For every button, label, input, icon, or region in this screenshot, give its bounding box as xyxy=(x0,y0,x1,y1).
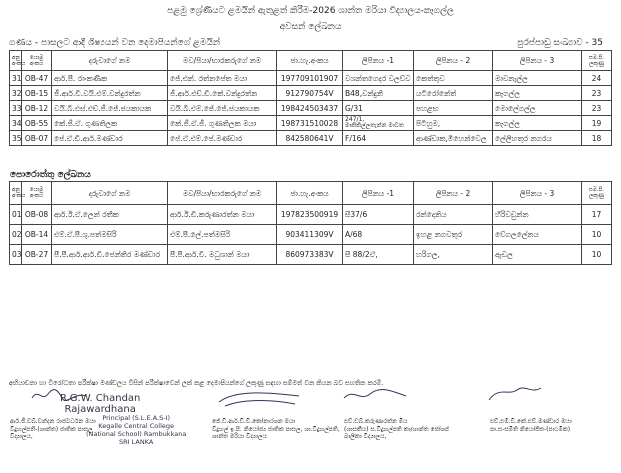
stamp-title: Principal (S.L.E.A.S-I) xyxy=(102,414,170,422)
cell-ref: OB-07 xyxy=(22,131,52,146)
signatory-name: ආර්.ජී.ඩබ්.චන්දන රාජවර්ධන මයා xyxy=(10,418,96,425)
cell-no: 31 xyxy=(10,71,22,86)
page-title: පළමු ශ්‍රේණියට ළමයින් ඇතුළත් කිරීම-2026 ශාන්ත මරියා විද්‍යාලය-කෑගල්ල xyxy=(167,6,454,16)
cell-score: 17 xyxy=(582,205,612,225)
cell-parent: පී.පී.ආර්.වී. මධුශාන් මයා xyxy=(168,245,277,265)
cell-ref: OB-14 xyxy=(22,225,52,245)
cell-ref: OB-55 xyxy=(22,116,52,131)
signature-4 xyxy=(485,384,545,404)
table-row xyxy=(10,116,612,131)
cell-ref: OB-15 xyxy=(22,86,52,101)
signatory-title: (ශාසකීය) ස.විදුහල්පති කා/ශාන්ත ජෝශප් xyxy=(344,425,449,433)
stamp-name-2: Rajawardhana xyxy=(64,404,136,415)
cell-nic: 912790754V xyxy=(277,86,343,101)
signatory-title: විදුහල් ඉ.පි. නියෝජ්‍ය ජාතික පාසල, ශා.විදුහල්පති, xyxy=(212,425,340,433)
signatory-title: විදුහල්පති-(ශාන්ත) ජාතික පාසල xyxy=(10,425,93,433)
cell-score: 19 xyxy=(582,116,612,131)
cell-score: 23 xyxy=(582,101,612,116)
table-row xyxy=(10,131,612,146)
table-header-row xyxy=(10,182,612,205)
waiting-list-table xyxy=(9,181,612,265)
category-label: ගණය - පාසලට ආදී ශිෂ්‍යයන් වන දෙමාපියන්ගේ ළමයින් xyxy=(9,38,221,48)
cell-a1: A/68 xyxy=(343,225,414,245)
cell-a2: හරිගල, xyxy=(414,245,493,265)
col-header: මව/පියා/භාරකරුගේ නම xyxy=(168,182,277,205)
cell-a3: හිරිවඩුන්න xyxy=(493,205,582,225)
signature-3 xyxy=(340,384,410,404)
col-header: ලිපිනය -1 xyxy=(343,51,414,71)
cell-a2: කෙත්තුව xyxy=(414,71,493,86)
signatory-school: විද්‍යාලය, xyxy=(10,433,33,440)
col-header: දරුවාගේ නම xyxy=(52,51,168,71)
final-list-table xyxy=(9,50,612,146)
cell-parent: ජේ.එන්. රත්නපේත මයා xyxy=(168,71,277,86)
cell-a1: 247/1, මාකිකිල්ලතැන්න මාවත xyxy=(343,116,414,131)
col-header: ලිපිනය - 3 xyxy=(493,51,582,71)
cell-nic: 860973383V xyxy=(277,245,343,265)
cell-a3: මොලේගල්ල xyxy=(493,101,582,116)
page-subtitle: අවසන් ලේඛනය xyxy=(279,22,342,32)
cell-nic: 903411309V xyxy=(277,225,343,245)
cell-parent: එම්.පී.ලේ.පත්මසිරි xyxy=(168,225,277,245)
cell-a2: රන්දෙනිය xyxy=(414,205,493,225)
cell-a2: යටිරෝනේත් xyxy=(414,86,493,101)
cell-nic: 197709101907 xyxy=(277,71,343,86)
certification-note: අභියාචනා හා විරෝධතා පරීක්ෂා මණ්ඩලය විසින් පරීක්ෂාවෙන් ලක් කළ දෙමාපියන්ගේ ලකුණු සඳහා සම්මත් වන කියන බව සහතික කරමි. xyxy=(9,379,384,387)
cell-a3: කෑගල්ල xyxy=(493,116,582,131)
signatory-school: බාලිකා විද්‍යාලය, xyxy=(344,433,387,440)
cell-nic: 198731510028 xyxy=(277,116,343,131)
col-header: යොමු අංකය xyxy=(22,51,52,71)
table-row xyxy=(10,71,612,86)
cell-no: 33 xyxy=(10,101,22,116)
signature-block-1 xyxy=(10,418,120,441)
stamp-school-2: (National School) Rambukkana xyxy=(86,430,187,438)
col-header: සම.පි. ලකුණු xyxy=(582,51,612,71)
signature-2 xyxy=(215,388,305,410)
cell-child: ආර්.ඊ.ඒ.ලෙන් රතීක xyxy=(52,205,168,225)
signature-block-3 xyxy=(344,418,484,441)
col-header: ජා.හැ.අංකය xyxy=(277,51,343,71)
cell-a3: කෑගල්ල xyxy=(493,86,582,101)
cell-a2: ඉහළ නගවතුර xyxy=(414,225,493,245)
cell-no: 01 xyxy=(10,205,22,225)
cell-a1: සී 88/2ඒ, xyxy=(343,245,414,265)
cell-no: 32 xyxy=(10,86,22,101)
cell-no: 34 xyxy=(10,116,22,131)
table-row xyxy=(10,245,612,265)
cell-child: වයි.බී.එස්.එච්.ජී.ජේ.ජයකායක xyxy=(52,101,168,116)
stamp-school: Kegalle Central College xyxy=(98,422,175,430)
signatory-name: ජේ.ඩී.ආර්.ඩී.ඩී.කෝනාරශන මයා xyxy=(212,418,296,425)
col-header: ලිපිනය - 2 xyxy=(414,51,493,71)
cell-a3: වේගලලේනය xyxy=(493,225,582,245)
signatory-name: එච්.එම්.ඩී.කේ.එච්.මණ්ඩාර මයා xyxy=(490,418,572,425)
cell-score: 18 xyxy=(582,131,612,146)
col-header: යොමු අංකය xyxy=(22,182,52,205)
cell-score: 10 xyxy=(582,245,612,265)
cell-a1: G/31 xyxy=(343,101,414,116)
vacancy-count: පුරප්පාඩු සංඛ්‍යාව - 35 xyxy=(517,38,603,48)
signature-block-4 xyxy=(490,418,615,433)
col-header: දරුවාගේ නම xyxy=(52,182,168,205)
col-header: අනු අංකය xyxy=(10,51,22,71)
col-header: සම.පි. ලකුණු xyxy=(582,182,612,205)
cell-child: කේ.ජී.ඒ. ගුණතිලක xyxy=(52,116,168,131)
signatory-name: එච්.ඩබ්.කරුණාරත්න මිය xyxy=(344,418,408,425)
waiting-list-title: පොරොත්තු ලේඛනය xyxy=(10,170,91,180)
cell-a1: F/164 xyxy=(343,131,414,146)
cell-parent: පේ.ඒ.එම්.පේ.මණ්ඩාර xyxy=(168,131,277,146)
col-header: ලිපිනය -1 xyxy=(343,182,414,205)
cell-a1: වශන්තගෙදර වලව්ව xyxy=(343,71,414,86)
cell-child: පේ.ඒ.ඩී.ආර්.මණ්ඩාර xyxy=(52,131,168,146)
principal-stamp xyxy=(60,393,140,415)
cell-score: 10 xyxy=(582,225,612,245)
cell-nic: 197823500919 xyxy=(277,205,343,225)
cell-child: ජී.ආර්.වී.වයි.එම්.වන්දුරත්න xyxy=(52,86,168,101)
cell-parent: ජී.ආර්.එච්.ඩී.කේ.වන්දුරත්න xyxy=(168,86,277,101)
col-header: ලිපිනය - 3 xyxy=(493,182,582,205)
cell-child: එම්.ඒ.පී.ශු.පත්මසිරි xyxy=(52,225,168,245)
cell-a1: B48,වන්දුනි xyxy=(343,86,414,101)
cell-nic: 842580641V xyxy=(277,131,343,146)
cell-child: පී.පී.ආර්.ආර්.ඩී.ජෙන්තිර මණ්ඩාර xyxy=(52,245,168,265)
cell-a2: ආණ්ඩාක,මිහෙන්වෙල xyxy=(414,131,493,146)
cell-ref: OB-08 xyxy=(22,205,52,225)
table-row xyxy=(10,101,612,116)
cell-score: 24 xyxy=(582,71,612,86)
cell-a3: ඇඩල xyxy=(493,245,582,265)
stamp-country: SRI LANKA xyxy=(119,438,154,446)
cell-ref: OB-27 xyxy=(22,245,52,265)
table-row xyxy=(10,225,612,245)
stamp-name: R.G.W. Chandan xyxy=(60,393,141,404)
col-header: අනු අංකය xyxy=(10,182,22,205)
cell-parent: ආර්.ඊ.ඩී.කරුණාරත්න මයා xyxy=(168,205,277,225)
cell-a2: පහළභ xyxy=(414,101,493,116)
col-header: ලිපිනය - 2 xyxy=(414,182,493,205)
cell-a3: මාවනැල්ල xyxy=(493,71,582,86)
cell-a3: ලේලිහතුර නගරය xyxy=(493,131,582,146)
signatory-school: ශාන්ත මරියා විද්‍යාලය xyxy=(212,433,267,440)
cell-nic: 198424503437 xyxy=(277,101,343,116)
table-row xyxy=(10,86,612,101)
table-row xyxy=(10,205,612,225)
col-header: ජා.හැ.අංකය xyxy=(277,182,343,205)
cell-a1: සී37/6 xyxy=(343,205,414,225)
table-header-row xyxy=(10,51,612,71)
cell-parent: වයි.බී.එම්.ජේ.ජේ.ජයකායක xyxy=(168,101,277,116)
cell-score: 23 xyxy=(582,86,612,101)
signature-block-2 xyxy=(212,418,362,441)
cell-no: 03 xyxy=(10,245,22,265)
cell-a2: පිටිහුම, xyxy=(414,116,493,131)
cell-ref: OB-47 xyxy=(22,71,52,86)
cell-no: 02 xyxy=(10,225,22,245)
cell-ref: OB-12 xyxy=(22,101,52,116)
signatory-title: පා.ස-සමිති නියෝජිත-(පාථමික) xyxy=(490,425,571,433)
cell-parent: කේ.ජී.ඒ.ජී. ගුණතිලක මයා xyxy=(168,116,277,131)
cell-no: 35 xyxy=(10,131,22,146)
cell-child: ආර්.පී. රාංකණීක xyxy=(52,71,168,86)
col-header: මව/පියා/භාරකරුගේ නම xyxy=(168,51,277,71)
